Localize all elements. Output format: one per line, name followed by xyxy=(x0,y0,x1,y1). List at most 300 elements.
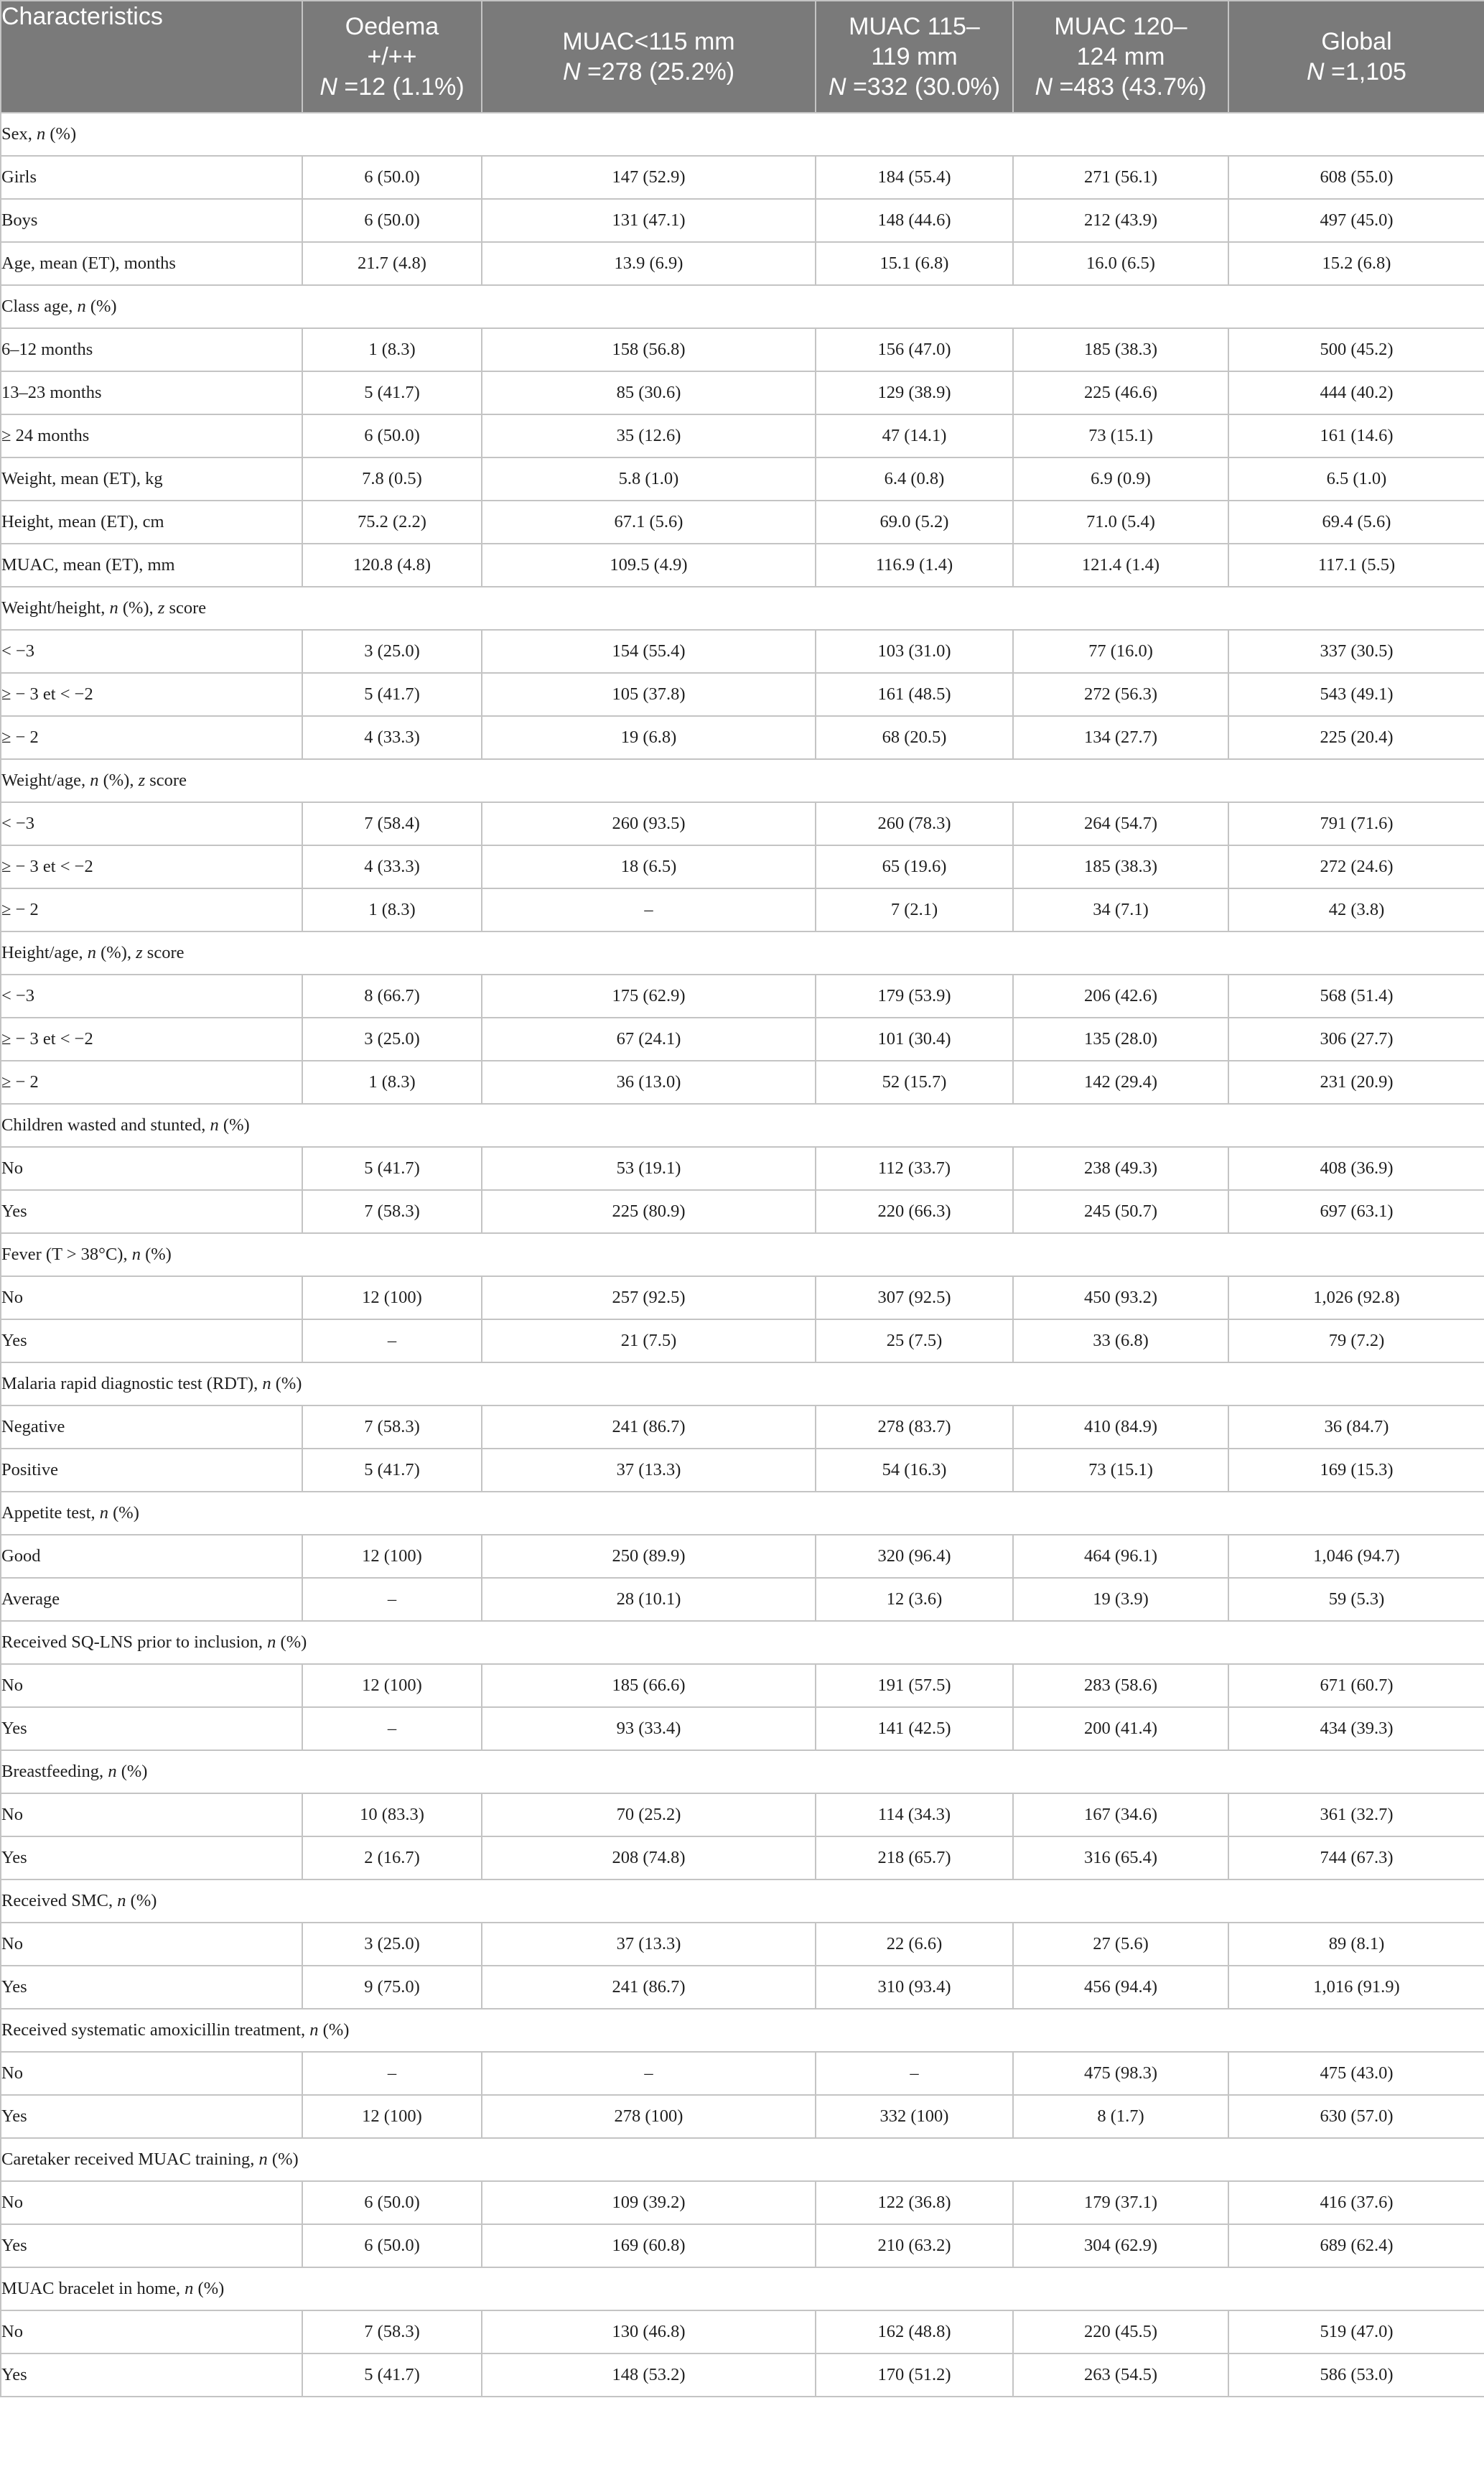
value-cell: 586 (53.0) xyxy=(1228,2353,1484,2397)
row-label: Girls xyxy=(1,156,302,199)
row-label: MUAC, mean (ET), mm xyxy=(1,544,302,587)
value-cell: 456 (94.4) xyxy=(1013,1966,1228,2009)
value-cell: 103 (31.0) xyxy=(816,630,1013,673)
value-cell: 408 (36.9) xyxy=(1228,1147,1484,1190)
value-cell: 7.8 (0.5) xyxy=(302,457,482,501)
value-cell: 272 (24.6) xyxy=(1228,845,1484,888)
value-cell: 16.0 (6.5) xyxy=(1013,242,1228,285)
value-cell: 241 (86.7) xyxy=(482,1405,816,1449)
value-cell: 608 (55.0) xyxy=(1228,156,1484,199)
value-cell: 42 (3.8) xyxy=(1228,888,1484,931)
value-cell: 7 (2.1) xyxy=(816,888,1013,931)
section-header-row xyxy=(1,113,1484,156)
value-cell: 67 (24.1) xyxy=(482,1018,816,1061)
row-label: ≥ − 3 et < −2 xyxy=(1,673,302,716)
section-header-row xyxy=(1,285,1484,328)
value-cell: 54 (16.3) xyxy=(816,1449,1013,1492)
value-cell: 12 (100) xyxy=(302,1535,482,1578)
value-cell: 148 (44.6) xyxy=(816,199,1013,242)
section-label: MUAC bracelet in home, n (%) xyxy=(1,2267,1484,2310)
section-label: Sex, n (%) xyxy=(1,113,1484,156)
row-label: No xyxy=(1,1664,302,1707)
section-header-row xyxy=(1,1879,1484,1923)
value-cell: 179 (53.9) xyxy=(816,975,1013,1018)
value-cell: 122 (36.8) xyxy=(816,2181,1013,2224)
value-cell: 697 (63.1) xyxy=(1228,1190,1484,1233)
value-cell: 154 (55.4) xyxy=(482,630,816,673)
table-row xyxy=(1,1018,1484,1061)
value-cell: 444 (40.2) xyxy=(1228,371,1484,414)
value-cell: 147 (52.9) xyxy=(482,156,816,199)
table-row xyxy=(1,716,1484,759)
value-cell: 185 (66.6) xyxy=(482,1664,816,1707)
value-cell: 475 (43.0) xyxy=(1228,2052,1484,2095)
section-label: Breastfeeding, n (%) xyxy=(1,1750,1484,1793)
value-cell: 245 (50.7) xyxy=(1013,1190,1228,1233)
table-row xyxy=(1,1578,1484,1621)
row-label: No xyxy=(1,1793,302,1836)
value-cell: 206 (42.6) xyxy=(1013,975,1228,1018)
value-cell: 1 (8.3) xyxy=(302,1061,482,1104)
value-cell: 129 (38.9) xyxy=(816,371,1013,414)
value-cell: 13.9 (6.9) xyxy=(482,242,816,285)
value-cell: 12 (100) xyxy=(302,2095,482,2138)
value-cell: 337 (30.5) xyxy=(1228,630,1484,673)
row-label: < −3 xyxy=(1,802,302,845)
value-cell: 135 (28.0) xyxy=(1013,1018,1228,1061)
section-header-row xyxy=(1,1750,1484,1793)
value-cell: 306 (27.7) xyxy=(1228,1018,1484,1061)
section-header-row xyxy=(1,1104,1484,1147)
value-cell: 67.1 (5.6) xyxy=(482,501,816,544)
value-cell: 6.5 (1.0) xyxy=(1228,457,1484,501)
value-cell: 744 (67.3) xyxy=(1228,1836,1484,1879)
value-cell: 142 (29.4) xyxy=(1013,1061,1228,1104)
row-label: No xyxy=(1,2052,302,2095)
header-muac-120-124: MUAC 120– 124 mm N =483 (43.7%) xyxy=(1013,1,1228,113)
value-cell: 71.0 (5.4) xyxy=(1013,501,1228,544)
value-cell: 18 (6.5) xyxy=(482,845,816,888)
value-cell: 310 (93.4) xyxy=(816,1966,1013,2009)
value-cell: – xyxy=(482,2052,816,2095)
value-cell: 158 (56.8) xyxy=(482,328,816,371)
row-label: No xyxy=(1,1276,302,1319)
value-cell: 7 (58.4) xyxy=(302,802,482,845)
value-cell: 260 (93.5) xyxy=(482,802,816,845)
value-cell: 332 (100) xyxy=(816,2095,1013,2138)
value-cell: 6.9 (0.9) xyxy=(1013,457,1228,501)
value-cell: 238 (49.3) xyxy=(1013,1147,1228,1190)
value-cell: 5 (41.7) xyxy=(302,1147,482,1190)
section-header-row xyxy=(1,587,1484,630)
value-cell: 208 (74.8) xyxy=(482,1836,816,1879)
value-cell: 1,046 (94.7) xyxy=(1228,1535,1484,1578)
value-cell: 25 (7.5) xyxy=(816,1319,1013,1362)
table-row xyxy=(1,371,1484,414)
value-cell: – xyxy=(302,1578,482,1621)
table-body xyxy=(1,113,1484,2397)
table-row xyxy=(1,1793,1484,1836)
header-muac-lt115: MUAC<115 mm N =278 (25.2%) xyxy=(482,1,816,113)
value-cell: 148 (53.2) xyxy=(482,2353,816,2397)
value-cell: 37 (13.3) xyxy=(482,1449,816,1492)
row-label: Yes xyxy=(1,1319,302,1362)
value-cell: 65 (19.6) xyxy=(816,845,1013,888)
section-label: Received SMC, n (%) xyxy=(1,1879,1484,1923)
value-cell: 220 (45.5) xyxy=(1013,2310,1228,2353)
value-cell: 6 (50.0) xyxy=(302,156,482,199)
value-cell: 497 (45.0) xyxy=(1228,199,1484,242)
value-cell: 2 (16.7) xyxy=(302,1836,482,1879)
row-label: ≥ − 2 xyxy=(1,1061,302,1104)
table-row xyxy=(1,1664,1484,1707)
table-row xyxy=(1,2310,1484,2353)
value-cell: 6.4 (0.8) xyxy=(816,457,1013,501)
row-label: Yes xyxy=(1,1966,302,2009)
value-cell: 109.5 (4.9) xyxy=(482,544,816,587)
table-row xyxy=(1,414,1484,457)
section-header-row xyxy=(1,1362,1484,1405)
value-cell: – xyxy=(302,1707,482,1750)
value-cell: 114 (34.3) xyxy=(816,1793,1013,1836)
value-cell: 8 (66.7) xyxy=(302,975,482,1018)
row-label: Height, mean (ET), cm xyxy=(1,501,302,544)
value-cell: 3 (25.0) xyxy=(302,630,482,673)
row-label: 13–23 months xyxy=(1,371,302,414)
section-header-row xyxy=(1,2009,1484,2052)
value-cell: 272 (56.3) xyxy=(1013,673,1228,716)
value-cell: 69.4 (5.6) xyxy=(1228,501,1484,544)
value-cell: 77 (16.0) xyxy=(1013,630,1228,673)
value-cell: 27 (5.6) xyxy=(1013,1923,1228,1966)
row-label: Yes xyxy=(1,1707,302,1750)
value-cell: 15.1 (6.8) xyxy=(816,242,1013,285)
table-row xyxy=(1,1707,1484,1750)
table-row xyxy=(1,242,1484,285)
value-cell: 320 (96.4) xyxy=(816,1535,1013,1578)
value-cell: 361 (32.7) xyxy=(1228,1793,1484,1836)
row-label: Yes xyxy=(1,1190,302,1233)
value-cell: 15.2 (6.8) xyxy=(1228,242,1484,285)
value-cell: 75.2 (2.2) xyxy=(302,501,482,544)
section-label: Fever (T > 38°C), n (%) xyxy=(1,1233,1484,1276)
table-row xyxy=(1,630,1484,673)
value-cell: 316 (65.4) xyxy=(1013,1836,1228,1879)
row-label: Good xyxy=(1,1535,302,1578)
value-cell: 1,016 (91.9) xyxy=(1228,1966,1484,2009)
value-cell: 5 (41.7) xyxy=(302,1449,482,1492)
value-cell: 73 (15.1) xyxy=(1013,414,1228,457)
value-cell: 257 (92.5) xyxy=(482,1276,816,1319)
value-cell: 568 (51.4) xyxy=(1228,975,1484,1018)
section-label: Height/age, n (%), z score xyxy=(1,931,1484,975)
value-cell: 53 (19.1) xyxy=(482,1147,816,1190)
value-cell: 89 (8.1) xyxy=(1228,1923,1484,1966)
value-cell: 52 (15.7) xyxy=(816,1061,1013,1104)
section-label: Weight/age, n (%), z score xyxy=(1,759,1484,802)
value-cell: 112 (33.7) xyxy=(816,1147,1013,1190)
value-cell: 475 (98.3) xyxy=(1013,2052,1228,2095)
row-label: 6–12 months xyxy=(1,328,302,371)
value-cell: – xyxy=(302,2052,482,2095)
value-cell: 263 (54.5) xyxy=(1013,2353,1228,2397)
value-cell: 85 (30.6) xyxy=(482,371,816,414)
value-cell: 185 (38.3) xyxy=(1013,328,1228,371)
table-row xyxy=(1,802,1484,845)
table-row xyxy=(1,1061,1484,1104)
value-cell: 225 (46.6) xyxy=(1013,371,1228,414)
value-cell: 4 (33.3) xyxy=(302,845,482,888)
value-cell: 3 (25.0) xyxy=(302,1018,482,1061)
row-label: Yes xyxy=(1,1836,302,1879)
header-characteristics xyxy=(1,1,302,113)
section-header-row xyxy=(1,1233,1484,1276)
value-cell: 120.8 (4.8) xyxy=(302,544,482,587)
value-cell: 450 (93.2) xyxy=(1013,1276,1228,1319)
value-cell: 12 (100) xyxy=(302,1276,482,1319)
value-cell: 6 (50.0) xyxy=(302,2181,482,2224)
value-cell: 28 (10.1) xyxy=(482,1578,816,1621)
value-cell: 169 (15.3) xyxy=(1228,1449,1484,1492)
value-cell: 500 (45.2) xyxy=(1228,328,1484,371)
value-cell: 35 (12.6) xyxy=(482,414,816,457)
value-cell: 9 (75.0) xyxy=(302,1966,482,2009)
value-cell: 304 (62.9) xyxy=(1013,2224,1228,2267)
section-header-row xyxy=(1,2267,1484,2310)
value-cell: 12 (100) xyxy=(302,1664,482,1707)
table-row xyxy=(1,501,1484,544)
row-label: Yes xyxy=(1,2224,302,2267)
value-cell: 101 (30.4) xyxy=(816,1018,1013,1061)
value-cell: 225 (80.9) xyxy=(482,1190,816,1233)
value-cell: 191 (57.5) xyxy=(816,1664,1013,1707)
section-label: Malaria rapid diagnostic test (RDT), n (%) xyxy=(1,1362,1484,1405)
value-cell: 105 (37.8) xyxy=(482,673,816,716)
value-cell: 170 (51.2) xyxy=(816,2353,1013,2397)
value-cell: 6 (50.0) xyxy=(302,2224,482,2267)
value-cell: 671 (60.7) xyxy=(1228,1664,1484,1707)
value-cell: 7 (58.3) xyxy=(302,2310,482,2353)
value-cell: 36 (84.7) xyxy=(1228,1405,1484,1449)
row-label: Negative xyxy=(1,1405,302,1449)
row-label: Yes xyxy=(1,2353,302,2397)
value-cell: 5 (41.7) xyxy=(302,673,482,716)
value-cell: 162 (48.8) xyxy=(816,2310,1013,2353)
value-cell: 19 (6.8) xyxy=(482,716,816,759)
value-cell: 19 (3.9) xyxy=(1013,1578,1228,1621)
value-cell: 184 (55.4) xyxy=(816,156,1013,199)
value-cell: 271 (56.1) xyxy=(1013,156,1228,199)
value-cell: 130 (46.8) xyxy=(482,2310,816,2353)
table-row xyxy=(1,2095,1484,2138)
row-label: No xyxy=(1,2181,302,2224)
row-label: ≥ − 3 et < −2 xyxy=(1,845,302,888)
value-cell: 218 (65.7) xyxy=(816,1836,1013,1879)
section-header-row xyxy=(1,2138,1484,2181)
table-row xyxy=(1,1405,1484,1449)
table-row xyxy=(1,457,1484,501)
table-row xyxy=(1,888,1484,931)
section-label: Received SQ-LNS prior to inclusion, n (%) xyxy=(1,1621,1484,1664)
value-cell: 93 (33.4) xyxy=(482,1707,816,1750)
value-cell: 543 (49.1) xyxy=(1228,673,1484,716)
section-header-row xyxy=(1,759,1484,802)
table-row xyxy=(1,1147,1484,1190)
row-label: < −3 xyxy=(1,630,302,673)
row-label: Boys xyxy=(1,199,302,242)
value-cell: – xyxy=(302,1319,482,1362)
value-cell: 283 (58.6) xyxy=(1013,1664,1228,1707)
value-cell: 79 (7.2) xyxy=(1228,1319,1484,1362)
value-cell: 6 (50.0) xyxy=(302,414,482,457)
value-cell: 185 (38.3) xyxy=(1013,845,1228,888)
section-label: Weight/height, n (%), z score xyxy=(1,587,1484,630)
value-cell: 519 (47.0) xyxy=(1228,2310,1484,2353)
value-cell: 1,026 (92.8) xyxy=(1228,1276,1484,1319)
value-cell: 278 (83.7) xyxy=(816,1405,1013,1449)
value-cell: 161 (48.5) xyxy=(816,673,1013,716)
value-cell: 156 (47.0) xyxy=(816,328,1013,371)
value-cell: 264 (54.7) xyxy=(1013,802,1228,845)
row-label: Age, mean (ET), months xyxy=(1,242,302,285)
header-global: Global N =1,105 xyxy=(1228,1,1484,113)
value-cell: 116.9 (1.4) xyxy=(816,544,1013,587)
value-cell: 464 (96.1) xyxy=(1013,1535,1228,1578)
value-cell: 47 (14.1) xyxy=(816,414,1013,457)
value-cell: 169 (60.8) xyxy=(482,2224,816,2267)
table-row xyxy=(1,2181,1484,2224)
value-cell: 5 (41.7) xyxy=(302,371,482,414)
value-cell: 121.4 (1.4) xyxy=(1013,544,1228,587)
table-row xyxy=(1,2052,1484,2095)
row-label: ≥ − 2 xyxy=(1,716,302,759)
value-cell: 220 (66.3) xyxy=(816,1190,1013,1233)
value-cell: 21 (7.5) xyxy=(482,1319,816,1362)
value-cell: 167 (34.6) xyxy=(1013,1793,1228,1836)
value-cell: 231 (20.9) xyxy=(1228,1061,1484,1104)
value-cell: 69.0 (5.2) xyxy=(816,501,1013,544)
table-row xyxy=(1,1966,1484,2009)
value-cell: 10 (83.3) xyxy=(302,1793,482,1836)
value-cell: 34 (7.1) xyxy=(1013,888,1228,931)
table-row xyxy=(1,1190,1484,1233)
value-cell: 117.1 (5.5) xyxy=(1228,544,1484,587)
table-row xyxy=(1,1836,1484,1879)
value-cell: 5.8 (1.0) xyxy=(482,457,816,501)
value-cell: 225 (20.4) xyxy=(1228,716,1484,759)
section-header-row xyxy=(1,931,1484,975)
value-cell: 5 (41.7) xyxy=(302,2353,482,2397)
value-cell: 134 (27.7) xyxy=(1013,716,1228,759)
row-label: Weight, mean (ET), kg xyxy=(1,457,302,501)
table-row xyxy=(1,544,1484,587)
row-label: No xyxy=(1,2310,302,2353)
value-cell: 175 (62.9) xyxy=(482,975,816,1018)
value-cell: 109 (39.2) xyxy=(482,2181,816,2224)
row-label: Average xyxy=(1,1578,302,1621)
table-row xyxy=(1,156,1484,199)
value-cell: 179 (37.1) xyxy=(1013,2181,1228,2224)
header-row xyxy=(1,1,1484,113)
section-label: Received systematic amoxicillin treatment, n (%) xyxy=(1,2009,1484,2052)
table-row xyxy=(1,2224,1484,2267)
value-cell: 8 (1.7) xyxy=(1013,2095,1228,2138)
value-cell: 210 (63.2) xyxy=(816,2224,1013,2267)
table-row xyxy=(1,1449,1484,1492)
value-cell: 131 (47.1) xyxy=(482,199,816,242)
value-cell: 1 (8.3) xyxy=(302,328,482,371)
header-muac-115-119: MUAC 115– 119 mm N =332 (30.0%) xyxy=(816,1,1013,113)
table-row xyxy=(1,673,1484,716)
row-label: Positive xyxy=(1,1449,302,1492)
value-cell: 307 (92.5) xyxy=(816,1276,1013,1319)
value-cell: 59 (5.3) xyxy=(1228,1578,1484,1621)
table-row xyxy=(1,1923,1484,1966)
section-label: Caretaker received MUAC training, n (%) xyxy=(1,2138,1484,2181)
section-label: Class age, n (%) xyxy=(1,285,1484,328)
value-cell: 416 (37.6) xyxy=(1228,2181,1484,2224)
value-cell: 22 (6.6) xyxy=(816,1923,1013,1966)
table-row xyxy=(1,1535,1484,1578)
section-header-row xyxy=(1,1621,1484,1664)
value-cell: 260 (78.3) xyxy=(816,802,1013,845)
row-label: < −3 xyxy=(1,975,302,1018)
value-cell: 12 (3.6) xyxy=(816,1578,1013,1621)
value-cell: 7 (58.3) xyxy=(302,1190,482,1233)
row-label: No xyxy=(1,1147,302,1190)
value-cell: 36 (13.0) xyxy=(482,1061,816,1104)
value-cell: 434 (39.3) xyxy=(1228,1707,1484,1750)
value-cell: – xyxy=(482,888,816,931)
value-cell: 3 (25.0) xyxy=(302,1923,482,1966)
section-label: Children wasted and stunted, n (%) xyxy=(1,1104,1484,1147)
value-cell: 21.7 (4.8) xyxy=(302,242,482,285)
value-cell: 4 (33.3) xyxy=(302,716,482,759)
value-cell: 7 (58.3) xyxy=(302,1405,482,1449)
value-cell: 161 (14.6) xyxy=(1228,414,1484,457)
value-cell: 200 (41.4) xyxy=(1013,1707,1228,1750)
table-row xyxy=(1,328,1484,371)
section-header-row xyxy=(1,1492,1484,1535)
value-cell: 70 (25.2) xyxy=(482,1793,816,1836)
value-cell: 37 (13.3) xyxy=(482,1923,816,1966)
table-row xyxy=(1,1319,1484,1362)
table-row xyxy=(1,1276,1484,1319)
header-oedema: Oedema +/++ N =12 (1.1%) xyxy=(302,1,482,113)
table-row xyxy=(1,845,1484,888)
row-label: Yes xyxy=(1,2095,302,2138)
value-cell: 278 (100) xyxy=(482,2095,816,2138)
section-label: Appetite test, n (%) xyxy=(1,1492,1484,1535)
value-cell: 212 (43.9) xyxy=(1013,199,1228,242)
value-cell: 250 (89.9) xyxy=(482,1535,816,1578)
table-row xyxy=(1,2353,1484,2397)
table-row xyxy=(1,199,1484,242)
value-cell: – xyxy=(816,2052,1013,2095)
value-cell: 33 (6.8) xyxy=(1013,1319,1228,1362)
row-label: ≥ 24 months xyxy=(1,414,302,457)
value-cell: 689 (62.4) xyxy=(1228,2224,1484,2267)
value-cell: 1 (8.3) xyxy=(302,888,482,931)
value-cell: 241 (86.7) xyxy=(482,1966,816,2009)
row-label: ≥ − 3 et < −2 xyxy=(1,1018,302,1061)
value-cell: 630 (57.0) xyxy=(1228,2095,1484,2138)
value-cell: 410 (84.9) xyxy=(1013,1405,1228,1449)
value-cell: 141 (42.5) xyxy=(816,1707,1013,1750)
row-label: ≥ − 2 xyxy=(1,888,302,931)
value-cell: 6 (50.0) xyxy=(302,199,482,242)
row-label: No xyxy=(1,1923,302,1966)
